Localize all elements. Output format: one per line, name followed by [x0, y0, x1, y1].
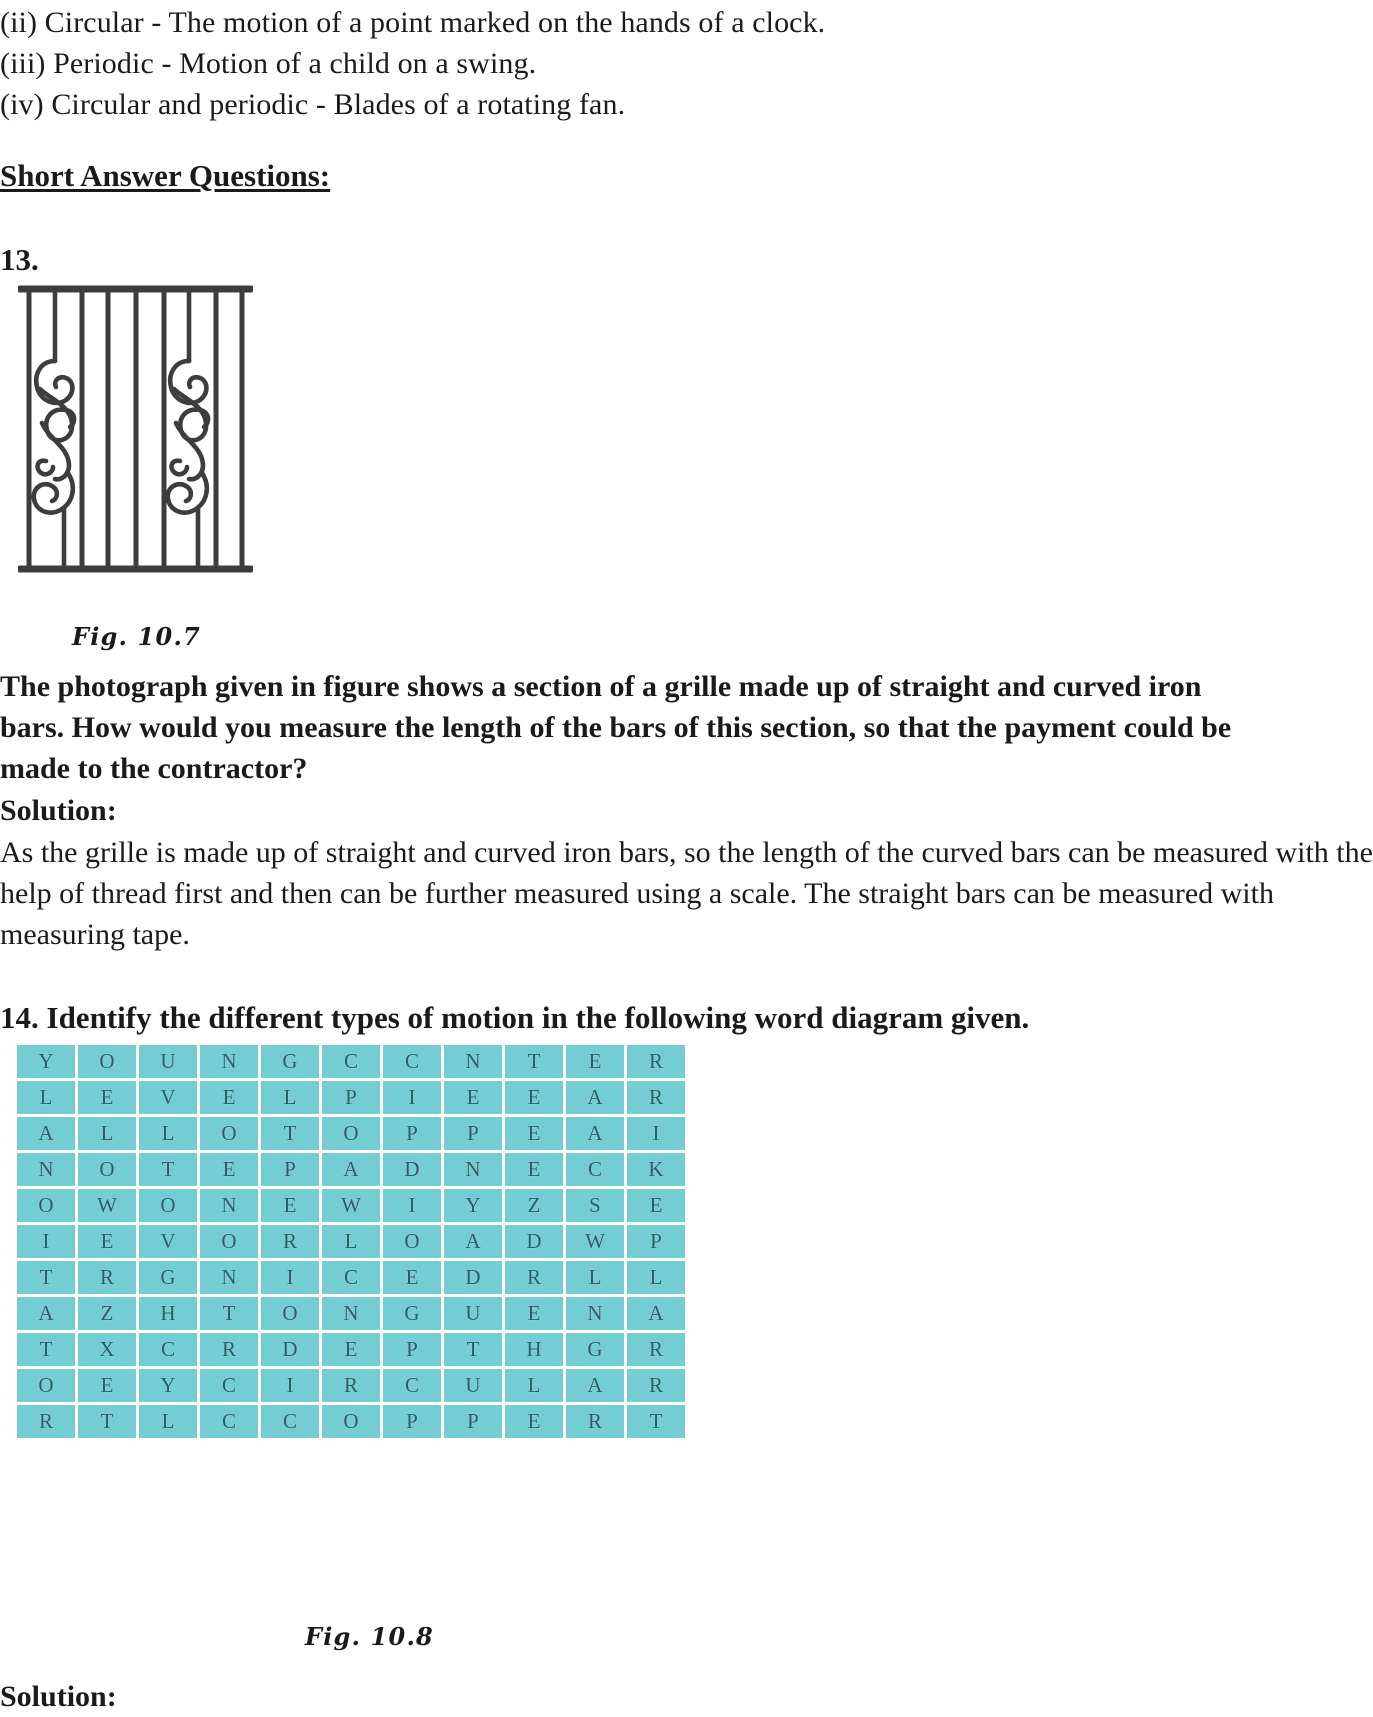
- word-grid-row: [17, 1261, 685, 1294]
- word-grid-cell: I: [17, 1225, 75, 1258]
- question-13-number: 13.: [0, 242, 39, 277]
- word-grid-cell: E: [505, 1297, 563, 1330]
- word-grid-cell: N: [444, 1153, 502, 1186]
- word-grid-cell: T: [261, 1117, 319, 1150]
- word-grid-row: [17, 1081, 685, 1114]
- figure-10-7-caption: Fig. 10.7: [72, 622, 201, 651]
- word-grid-cell: R: [200, 1333, 258, 1366]
- word-grid-cell: A: [322, 1153, 380, 1186]
- word-grid-cell: V: [139, 1081, 197, 1114]
- word-grid-cell: E: [383, 1261, 441, 1294]
- word-grid-cell: R: [566, 1405, 624, 1438]
- word-grid-cell: W: [78, 1189, 136, 1222]
- word-grid-cell: U: [444, 1369, 502, 1402]
- word-grid-cell: K: [627, 1153, 685, 1186]
- word-grid-cell: D: [261, 1333, 319, 1366]
- word-grid-row: [17, 1333, 685, 1366]
- word-grid-cell: I: [627, 1117, 685, 1150]
- word-grid-cell: W: [566, 1225, 624, 1258]
- word-grid-cell: E: [505, 1153, 563, 1186]
- word-grid-row: [17, 1369, 685, 1402]
- word-grid-cell: O: [200, 1117, 258, 1150]
- word-grid-cell: H: [505, 1333, 563, 1366]
- word-grid-cell: N: [200, 1261, 258, 1294]
- word-grid-cell: A: [566, 1369, 624, 1402]
- word-grid-cell: R: [627, 1369, 685, 1402]
- word-grid-cell: C: [383, 1045, 441, 1078]
- word-grid-cell: E: [261, 1189, 319, 1222]
- word-grid-row: [17, 1225, 685, 1258]
- word-grid-cell: E: [505, 1117, 563, 1150]
- word-grid-cell: L: [505, 1369, 563, 1402]
- word-grid-cell: N: [566, 1297, 624, 1330]
- word-grid-cell: R: [627, 1045, 685, 1078]
- question-13-text: The photograph given in figure shows a section of a grille made up of straight and curved iron bars. How would you measure the length of the bars of this section, so that the payment could be made to the contractor?: [0, 670, 1232, 785]
- word-grid-cell: T: [444, 1333, 502, 1366]
- word-grid-cell: L: [566, 1261, 624, 1294]
- word-grid-cell: E: [322, 1333, 380, 1366]
- question-13-answer-text: As the grille is made up of straight and curved iron bars, so the length of the curved bars can be measured with the help of thread first and then can be further measured using a scale. The straight bars can be measured with measuring tape.: [0, 836, 1373, 951]
- word-grid-cell: L: [261, 1081, 319, 1114]
- word-search-grid: [14, 1042, 688, 1441]
- word-grid-cell: C: [139, 1333, 197, 1366]
- question-14-solution-label: Solution:: [0, 1680, 117, 1713]
- word-grid-cell: E: [627, 1189, 685, 1222]
- word-grid-cell: A: [17, 1117, 75, 1150]
- intro-list-item-iv: (iv) Circular and periodic - Blades of a rotating fan.: [0, 88, 626, 121]
- word-grid-cell: Y: [139, 1369, 197, 1402]
- word-grid-cell: S: [566, 1189, 624, 1222]
- word-grid-cell: O: [322, 1405, 380, 1438]
- word-grid-cell: O: [200, 1225, 258, 1258]
- word-grid-cell: C: [322, 1045, 380, 1078]
- word-grid-cell: A: [627, 1297, 685, 1330]
- word-grid-cell: E: [200, 1081, 258, 1114]
- word-grid-cell: E: [78, 1369, 136, 1402]
- word-grid-row: [17, 1297, 685, 1330]
- word-grid-cell: E: [566, 1045, 624, 1078]
- word-grid-cell: W: [322, 1189, 380, 1222]
- word-grid-cell: X: [78, 1333, 136, 1366]
- word-grid-row: [17, 1189, 685, 1222]
- word-grid-cell: T: [17, 1333, 75, 1366]
- word-grid-cell: P: [444, 1405, 502, 1438]
- word-grid-cell: Z: [505, 1189, 563, 1222]
- word-grid-cell: G: [566, 1333, 624, 1366]
- word-grid-cell: R: [261, 1225, 319, 1258]
- word-grid-cell: A: [444, 1225, 502, 1258]
- word-grid-cell: N: [17, 1153, 75, 1186]
- word-grid-cell: O: [17, 1369, 75, 1402]
- word-grid-cell: O: [17, 1189, 75, 1222]
- word-grid-cell: N: [322, 1297, 380, 1330]
- word-grid-cell: I: [261, 1261, 319, 1294]
- word-grid-cell: N: [444, 1045, 502, 1078]
- word-grid-cell: U: [139, 1045, 197, 1078]
- word-grid-cell: T: [78, 1405, 136, 1438]
- word-grid-cell: G: [261, 1045, 319, 1078]
- word-grid-cell: P: [627, 1225, 685, 1258]
- word-grid-cell: Y: [444, 1189, 502, 1222]
- word-grid-cell: D: [383, 1153, 441, 1186]
- word-grid-cell: Z: [78, 1297, 136, 1330]
- word-grid-cell: H: [139, 1297, 197, 1330]
- word-grid-cell: R: [627, 1081, 685, 1114]
- word-grid-cell: O: [78, 1045, 136, 1078]
- word-grid-cell: G: [383, 1297, 441, 1330]
- word-grid-cell: T: [200, 1297, 258, 1330]
- word-grid-cell: E: [505, 1081, 563, 1114]
- word-grid-cell: C: [261, 1405, 319, 1438]
- word-grid-cell: P: [383, 1117, 441, 1150]
- word-grid-cell: C: [322, 1261, 380, 1294]
- intro-list-item-ii: (ii) Circular - The motion of a point marked on the hands of a clock.: [0, 6, 826, 39]
- word-grid-cell: C: [200, 1405, 258, 1438]
- word-grid-cell: N: [200, 1189, 258, 1222]
- word-grid-cell: I: [383, 1189, 441, 1222]
- word-grid-cell: E: [78, 1225, 136, 1258]
- word-grid-cell: R: [17, 1405, 75, 1438]
- word-grid-cell: R: [322, 1369, 380, 1402]
- word-grid-cell: L: [17, 1081, 75, 1114]
- word-grid-cell: L: [322, 1225, 380, 1258]
- word-grid-cell: Y: [17, 1045, 75, 1078]
- word-grid-cell: O: [139, 1189, 197, 1222]
- word-grid-cell: T: [627, 1405, 685, 1438]
- word-grid-cell: L: [139, 1117, 197, 1150]
- word-grid-cell: R: [78, 1261, 136, 1294]
- word-grid-cell: C: [200, 1369, 258, 1402]
- word-grid-cell: O: [78, 1153, 136, 1186]
- word-grid-cell: I: [383, 1081, 441, 1114]
- word-grid-cell: R: [627, 1333, 685, 1366]
- word-grid-cell: D: [444, 1261, 502, 1294]
- word-grid-row: [17, 1405, 685, 1438]
- word-grid-cell: O: [322, 1117, 380, 1150]
- word-grid-cell: A: [566, 1117, 624, 1150]
- word-grid-cell: T: [139, 1153, 197, 1186]
- word-grid-row: [17, 1117, 685, 1150]
- word-grid-cell: E: [200, 1153, 258, 1186]
- grille-figure-image: [18, 283, 253, 575]
- intro-list-item-iii: (iii) Periodic - Motion of a child on a swing.: [0, 47, 537, 80]
- word-grid-cell: T: [505, 1045, 563, 1078]
- word-grid-cell: L: [627, 1261, 685, 1294]
- word-grid-cell: A: [17, 1297, 75, 1330]
- figure-10-8-caption: Fig. 10.8: [305, 1622, 434, 1651]
- word-grid-cell: G: [139, 1261, 197, 1294]
- word-grid-cell: E: [505, 1405, 563, 1438]
- question-13-solution-label: Solution:: [0, 794, 117, 827]
- word-grid-cell: D: [505, 1225, 563, 1258]
- word-grid-row: [17, 1153, 685, 1186]
- word-grid-cell: U: [444, 1297, 502, 1330]
- word-grid-cell: P: [261, 1153, 319, 1186]
- word-grid-cell: T: [17, 1261, 75, 1294]
- word-grid-cell: P: [322, 1081, 380, 1114]
- word-grid-row: [17, 1045, 685, 1078]
- word-grid-cell: V: [139, 1225, 197, 1258]
- word-grid-cell: L: [78, 1117, 136, 1150]
- word-grid-cell: A: [566, 1081, 624, 1114]
- section-heading: Short Answer Questions:: [0, 158, 331, 193]
- word-grid-cell: I: [261, 1369, 319, 1402]
- word-grid-cell: P: [383, 1333, 441, 1366]
- word-grid-cell: P: [383, 1405, 441, 1438]
- word-grid-cell: O: [383, 1225, 441, 1258]
- question-14-text: 14. Identify the different types of motion in the following word diagram given.: [0, 1000, 1030, 1035]
- word-grid-cell: E: [444, 1081, 502, 1114]
- word-grid-cell: P: [444, 1117, 502, 1150]
- grille-svg: [18, 283, 253, 575]
- word-grid-cell: R: [505, 1261, 563, 1294]
- word-grid-cell: O: [261, 1297, 319, 1330]
- word-grid-cell: C: [383, 1369, 441, 1402]
- word-grid-cell: C: [566, 1153, 624, 1186]
- word-grid-cell: L: [139, 1405, 197, 1438]
- word-grid-cell: E: [78, 1081, 136, 1114]
- word-grid-table: [14, 1042, 688, 1441]
- word-grid-cell: N: [200, 1045, 258, 1078]
